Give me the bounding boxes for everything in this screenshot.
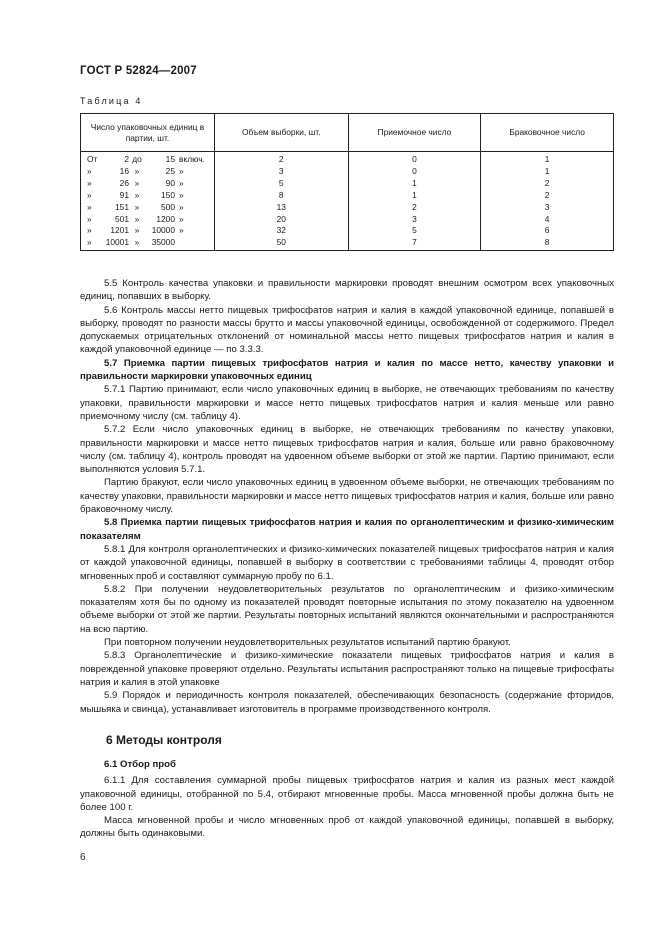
accept-cell: 7: [348, 237, 481, 250]
lot-range-part: 1201: [110, 225, 129, 236]
lot-range-part: 25: [165, 165, 175, 176]
accept-cell: 1: [348, 190, 481, 202]
lot-range-part: 501: [115, 213, 129, 224]
lot-range-part: до: [132, 154, 142, 164]
accept-cell: 0: [348, 166, 481, 178]
accept-cell: 2: [348, 202, 481, 214]
table-row: [81, 237, 614, 250]
section-6-text: [80, 758, 614, 841]
sample-cell: 32: [214, 225, 348, 237]
lot-size-cell: [81, 190, 215, 202]
lot-range-part: »: [179, 177, 184, 188]
reject-cell: 3: [481, 202, 614, 214]
sampling-table: [80, 113, 614, 251]
lot-range-part: 26: [119, 177, 129, 188]
lot-range-part: »: [134, 237, 140, 248]
page-number: 6: [80, 852, 86, 863]
sample-cell: 5: [214, 178, 348, 190]
sample-cell: 13: [214, 202, 348, 214]
lot-size-cell: [81, 225, 215, 237]
lot-size-cell: [81, 166, 215, 178]
clause-5-8-2: 5.8.2 При получении неудовлетворительных результатов по органолептическим и физико-химическим показателям хотя бы по одному из показателей проводят повторные испытания по этому показателю на удвоенном объеме выборки от этой же партии. Результаты повторных испытаний являются окончательными и распространяются на всю партию.: [80, 583, 614, 635]
lot-range-part: »: [179, 213, 184, 224]
accept-cell: 1: [348, 178, 481, 190]
clause-5-8-1: 5.8.1 Для контроля органолептических и физико-химических показателей пищевых трифосфатов натрия и калия от каждой упаковочной единицы, попавшей в выборку в соответствии с требованиями таблицы 4, проводят отбор мгновенных проб и составляют суммарную пробу по 6.1.: [80, 543, 614, 582]
body-text: [80, 277, 614, 716]
reject-cell: 1: [481, 152, 614, 166]
table-row: [81, 214, 614, 226]
lot-range-part: включ.: [179, 154, 205, 164]
sample-cell: 20: [214, 214, 348, 226]
table-row: [81, 225, 614, 237]
lot-range-part: 90: [165, 177, 175, 188]
clause-5-7-1: 5.7.1 Партию принимают, если число упаковочных единиц в выборке, не отвечающих требованиям по качеству упаковки, правильности маркировки и массе нетто пищевых трифосфатов натрия и калия меньше или равно приемочному числу (см. таблицу 4).: [80, 384, 614, 422]
lot-size-cell: [81, 152, 215, 166]
lot-range-part: »: [87, 213, 92, 224]
doc-code: ГОСТ Р 52824—2007: [80, 65, 197, 77]
accept-cell: 3: [348, 214, 481, 226]
clause-6-1-1-cont: Масса мгновенной пробы и число мгновенных проб от каждой упаковочной единицы, попавшей в выборку, должны быть одинаковыми.: [80, 815, 614, 840]
lot-range-part: »: [179, 189, 184, 200]
reject-cell: 6: [481, 225, 614, 237]
clause-5-6: 5.6 Контроль массы нетто пищевых трифосфатов натрия и калия в каждой упаковочной единице, попавшей в выборку, проводят по разности массы брутто и массы упаковочной единицы, освобожденной от содержимого. Предел допускаемых отрицательных отклонений от номинальной массы нетто пищевых трифосфатов натрия и калия в каждой упаковочной единице — по 3.3.3.: [80, 304, 614, 356]
clause-6-1-1: 6.1.1 Для составления суммарной пробы пищевых трифосфатов натрия и калия из разных мест каждой упаковочной единицы, отобранной по 5.4, отбирают мгновенные пробы. Масса мгновенной пробы должна быть не более 100 г.: [80, 775, 614, 813]
lot-range-part: »: [87, 201, 92, 212]
reject-cell: 2: [481, 178, 614, 190]
lot-range-part: »: [134, 189, 140, 200]
lot-range-part: [175, 237, 205, 249]
table-row: [81, 190, 614, 202]
lot-range-part: »: [179, 165, 184, 176]
lot-range-part: 91: [119, 189, 129, 200]
clause-5-8-2-reject: При повторном получении неудовлетворительных результатов испытаний партию бракуют.: [104, 637, 511, 649]
lot-range-part: 15: [165, 154, 175, 164]
lot-size-cell: [81, 178, 215, 190]
table-row: [81, 166, 614, 178]
lot-range-part: 10000: [151, 225, 175, 236]
lot-range-part: »: [87, 225, 92, 236]
reject-cell: 8: [481, 237, 614, 250]
col-header-lot-size: Число упаковочных единиц в партии, шт.: [81, 114, 215, 152]
lot-range-part: »: [87, 237, 92, 248]
clause-5-9: 5.9 Порядок и периодичность контроля показателей, обеспечивающих безопасность (содержание фторидов, мышьяка и свинца), устанавливает изготовитель в программе производственного контроля.: [80, 690, 614, 715]
sample-cell: 50: [214, 237, 348, 250]
accept-cell: 0: [348, 152, 481, 166]
lot-range-part: »: [134, 225, 140, 236]
lot-range-part: 2: [124, 154, 129, 164]
lot-range-part: 16: [119, 165, 129, 176]
table-row: [81, 202, 614, 214]
lot-range-part: 150: [161, 189, 175, 200]
lot-range-part: 10001: [105, 237, 129, 248]
lot-range-part: »: [134, 213, 140, 224]
sample-cell: 2: [214, 152, 348, 166]
lot-range-part: 1200: [156, 213, 175, 224]
col-header-sample-size: Объем выборки, шт.: [214, 114, 348, 152]
reject-cell: 1: [481, 166, 614, 178]
clause-6-1-heading: 6.1 Отбор проб: [104, 759, 176, 770]
lot-size-cell: [81, 202, 215, 214]
lot-range-part: »: [134, 201, 140, 212]
clause-5-8-3: 5.8.3 Органолептические и физико-химические показатели пищевых трифосфатов натрия и калия в поврежденной упаковке проверяют отдельно. Результаты испытания распространяют только на пищевые трифосфаты натрия и калия в этой упаковке: [80, 650, 614, 688]
lot-size-cell: [81, 214, 215, 226]
table-row: [81, 178, 614, 190]
lot-range-part: »: [87, 177, 92, 188]
lot-range-part: 500: [161, 201, 175, 212]
lot-range-part: »: [179, 201, 184, 212]
lot-range-part: »: [87, 189, 92, 200]
clause-5-5: 5.5 Контроль качества упаковки и правильности маркировки проводят внешним осмотром всех упаковочных единиц, попавших в выборку.: [80, 278, 614, 303]
lot-range-part: »: [179, 225, 184, 236]
section-6-title: 6 Методы контроля: [106, 733, 222, 747]
sample-cell: 8: [214, 190, 348, 202]
sample-cell: 3: [214, 166, 348, 178]
clause-5-8-heading: 5.8 Приемка партии пищевых трифосфатов натрия и калия по органолептическим и физико-химическим показателям: [80, 517, 614, 542]
clause-5-7-2: 5.7.2 Если число упаковочных единиц в выборке, не отвечающих требованиям по качеству упаковки, правильности маркировки и массе нетто пищевых трифосфатов натрия и калия, больше или равно браковочному числу (см. таблицу 4), контроль проводят на удвоенном объеме выборки от этой же партии. Партию принимают, если выполняются условия 5.7.1.: [80, 424, 614, 476]
table-row: [81, 152, 614, 166]
reject-cell: 4: [481, 214, 614, 226]
clause-5-7-2-reject: Партию бракуют, если число упаковочных единиц в удвоенном объеме выборки, не отвечающих требованиям по качеству упаковки, правильности маркировки и массе нетто пищевых трифосфатов натрия и калия, больше или равно браковочному числу.: [80, 477, 614, 516]
lot-range-part: От: [87, 154, 98, 164]
lot-range-part: 151: [115, 201, 129, 212]
col-header-rejection-number: Браковочное число: [481, 114, 614, 152]
clause-5-7-heading: 5.7 Приемка партии пищевых трифосфатов натрия и калия по массе нетто, качеству упаковки и правильности маркировки упаковочных единиц: [80, 357, 614, 383]
lot-size-cell: [81, 237, 215, 250]
lot-range-part: 35000: [151, 237, 175, 248]
reject-cell: 2: [481, 190, 614, 202]
col-header-acceptance-number: Приемочное число: [348, 114, 481, 152]
lot-range-part: »: [134, 165, 140, 176]
lot-range-part: »: [87, 165, 92, 176]
accept-cell: 5: [348, 225, 481, 237]
table-caption: Таблица 4: [80, 96, 143, 106]
lot-range-part: »: [134, 177, 140, 188]
